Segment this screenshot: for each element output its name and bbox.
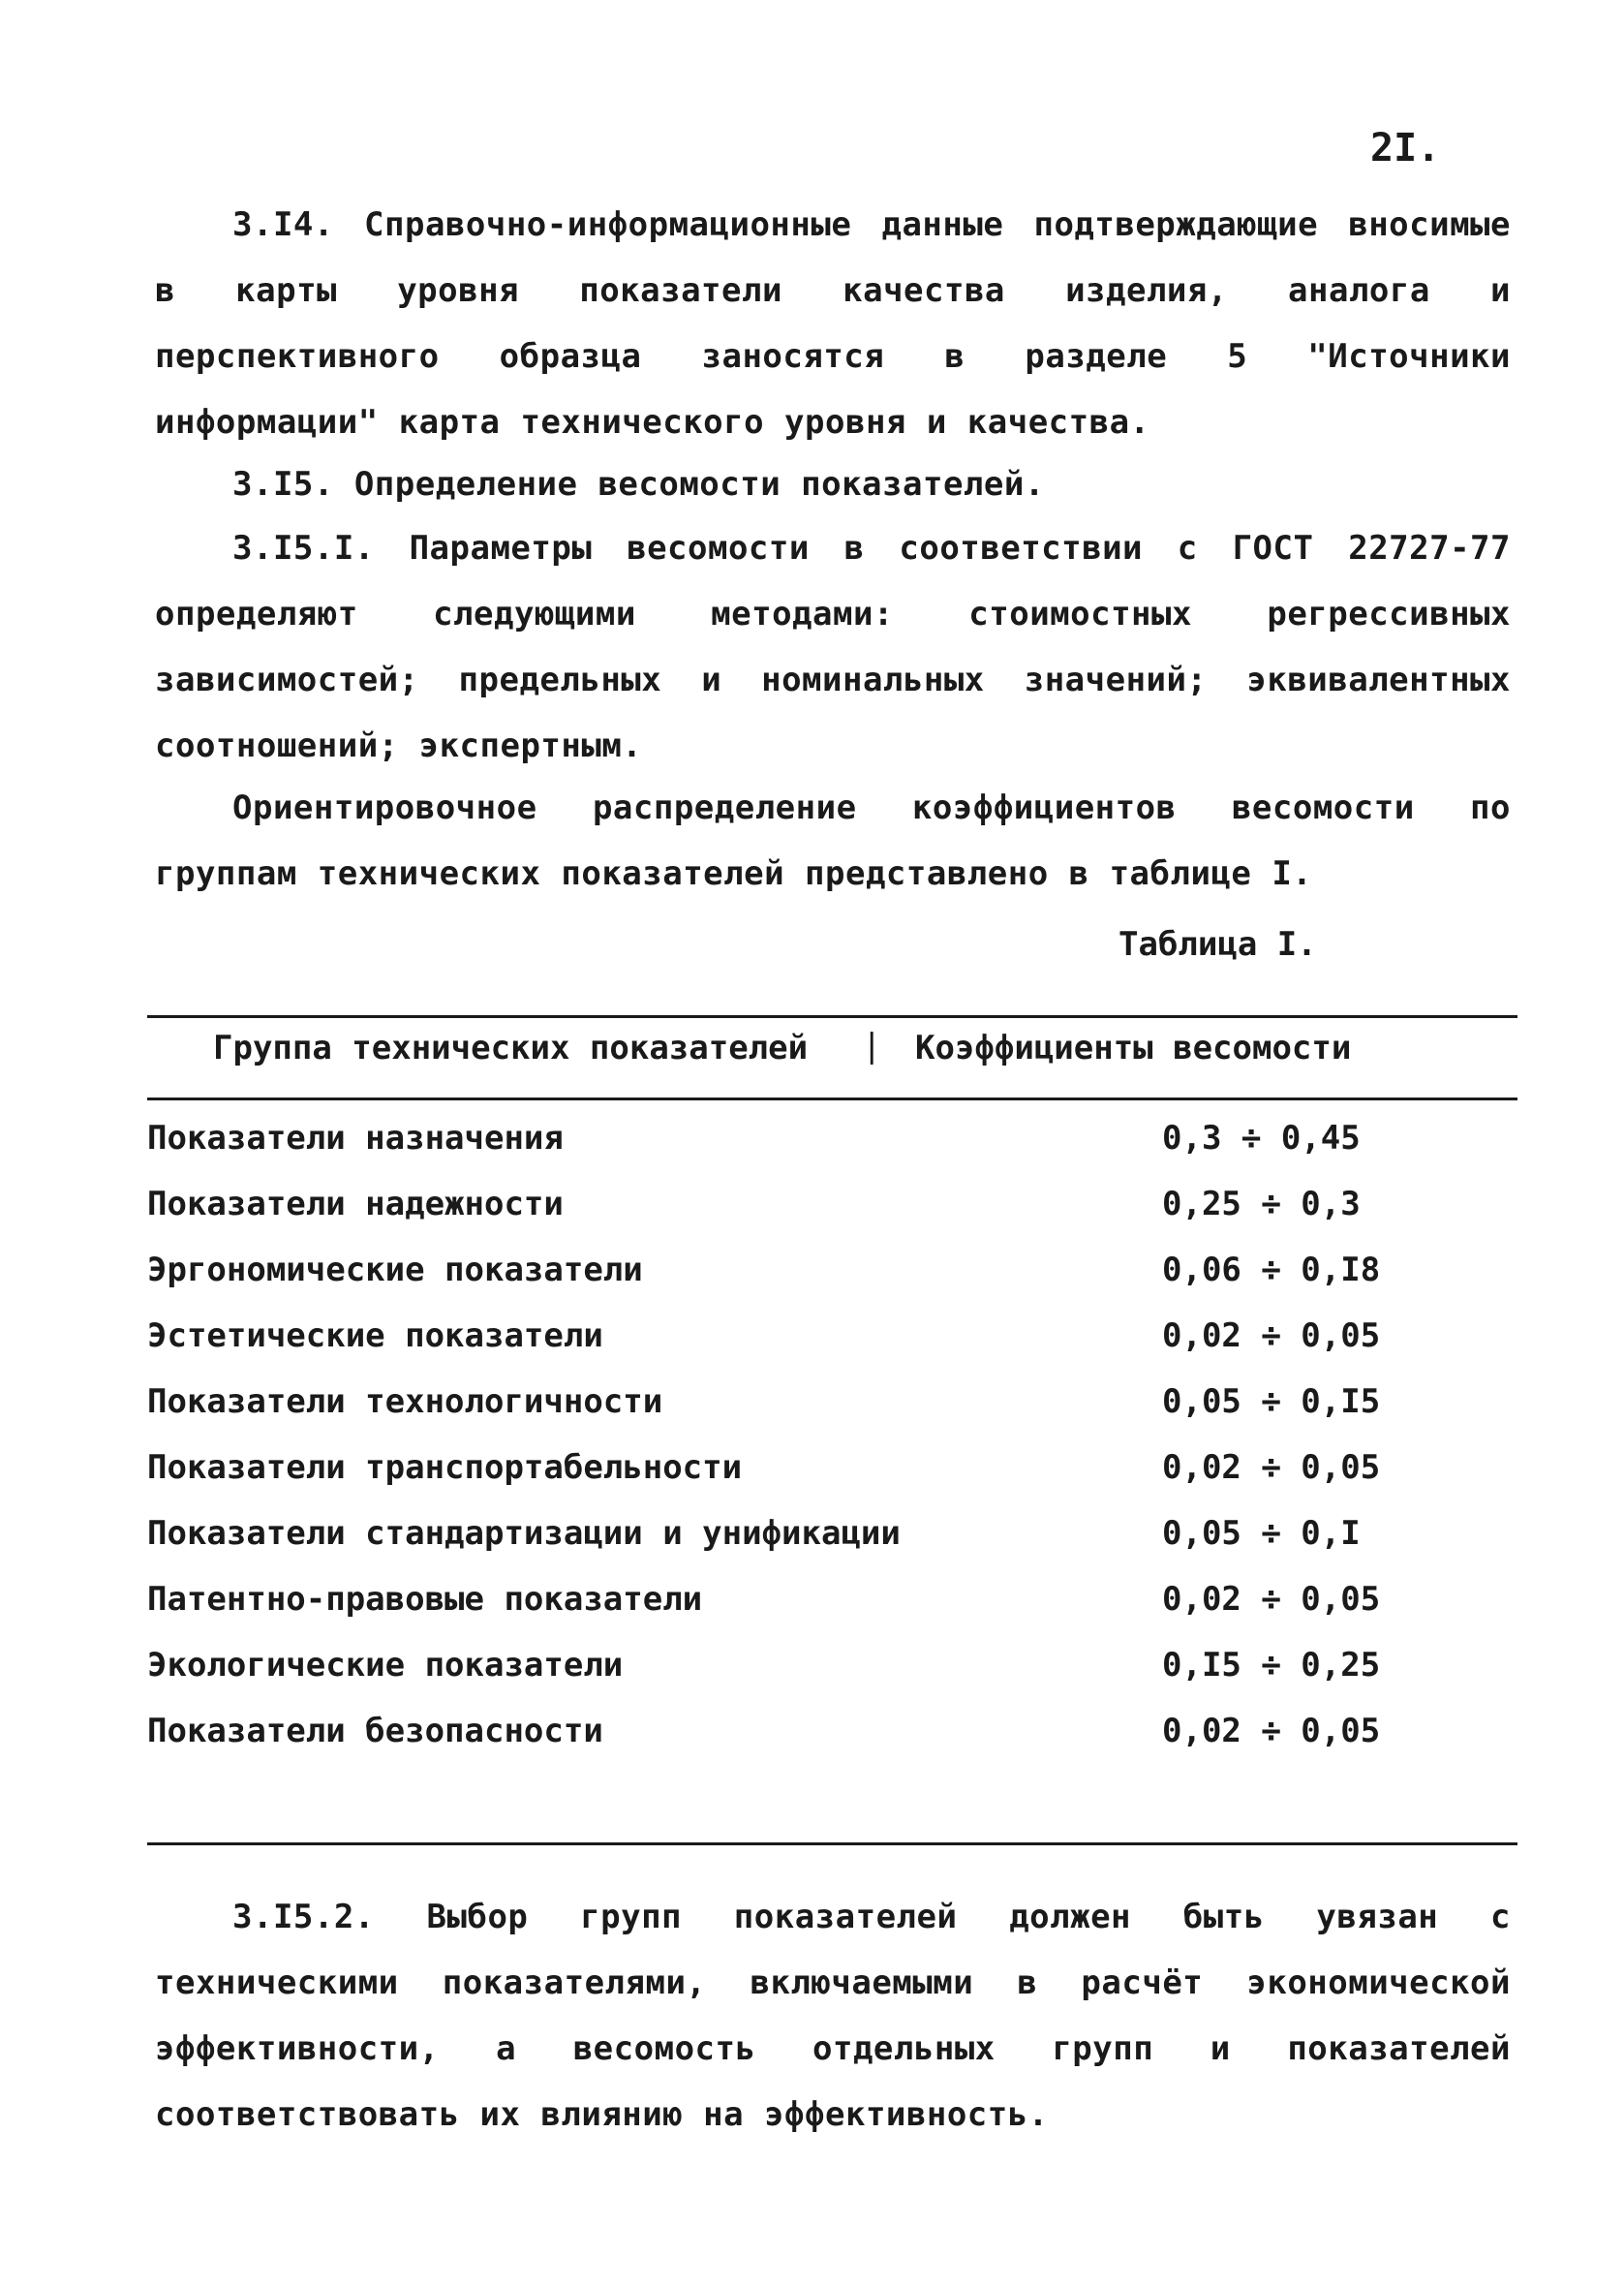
table-header-coefficients: Коэффициенты весомости — [915, 1029, 1352, 1067]
row-value: 0,02 ÷ 0,05 — [1162, 1580, 1381, 1619]
table-row — [147, 1448, 1517, 1514]
table-row — [147, 1316, 1517, 1382]
table-row — [147, 1514, 1517, 1580]
row-value: 0,25 ÷ 0,3 — [1162, 1185, 1361, 1223]
paragraph-3-15-1: 3.I5.I. Параметры весомости в соответствии с ГОСТ 22727-77 определяют следующими методами: стоимостных регрессивных зависимостей; предельных и номинальных значений; эквивалентных соотношений; экспертным. — [155, 529, 1511, 765]
row-name: Экологические показатели — [147, 1646, 624, 1685]
row-name: Эргономические показатели — [147, 1251, 643, 1289]
table-body — [147, 1119, 1517, 1778]
row-name: Эстетические показатели — [147, 1316, 603, 1355]
table-header-group: Группа технических показателей — [213, 1029, 809, 1067]
table-top-rule — [147, 1015, 1517, 1018]
row-value: 0,02 ÷ 0,05 — [1162, 1712, 1381, 1750]
row-name: Показатели транспортабельности — [147, 1448, 743, 1487]
row-value: 0,06 ÷ 0,I8 — [1162, 1251, 1381, 1289]
table-bottom-rule — [147, 1842, 1517, 1845]
row-name: Показатели технологичности — [147, 1382, 663, 1421]
table-row — [147, 1119, 1517, 1185]
row-value: 0,3 ÷ 0,45 — [1162, 1119, 1361, 1158]
page-number: 2I. — [1370, 126, 1441, 170]
row-name: Показатели назначения — [147, 1119, 564, 1158]
row-value: 0,02 ÷ 0,05 — [1162, 1316, 1381, 1355]
paragraph-3-15-2: 3.I5.2. Выбор групп показателей должен быть увязан с техническими показателями, включаемыми в расчёт экономической эффективности, а весомость отдельных групп и показателей соответствовать их влиянию на эффективность. — [155, 1898, 1511, 2134]
table-row — [147, 1382, 1517, 1448]
paragraph-3-15: 3.I5. Определение весомости показателей. — [232, 465, 1045, 504]
row-name: Патентно-правовые показатели — [147, 1580, 703, 1619]
table-row — [147, 1712, 1517, 1778]
row-name: Показатели надежности — [147, 1185, 564, 1223]
paragraph-3-14: 3.I4. Справочно-информационные данные подтверждающие вносимые в карты уровня показатели качества изделия, аналога и перспективного образца заносятся в разделе 5 "Источники информации" карта технического уровня и качества. — [155, 205, 1511, 442]
table-row — [147, 1185, 1517, 1251]
row-value: 0,05 ÷ 0,I5 — [1162, 1382, 1381, 1421]
row-value: 0,I5 ÷ 0,25 — [1162, 1646, 1381, 1685]
table-row — [147, 1580, 1517, 1646]
table-row — [147, 1646, 1517, 1712]
row-value: 0,05 ÷ 0,I — [1162, 1514, 1361, 1553]
table-header-separator: | — [862, 1027, 882, 1066]
row-value: 0,02 ÷ 0,05 — [1162, 1448, 1381, 1487]
paragraph-table-intro: Ориентировочное распределение коэффициентов весомости по группам технических показателей представлено в таблице I. — [155, 788, 1511, 893]
row-name: Показатели стандартизации и унификации — [147, 1514, 901, 1553]
table-header-rule — [147, 1098, 1517, 1100]
table-row — [147, 1251, 1517, 1316]
table-caption: Таблица I. — [1118, 925, 1317, 964]
row-name: Показатели безопасности — [147, 1712, 603, 1750]
